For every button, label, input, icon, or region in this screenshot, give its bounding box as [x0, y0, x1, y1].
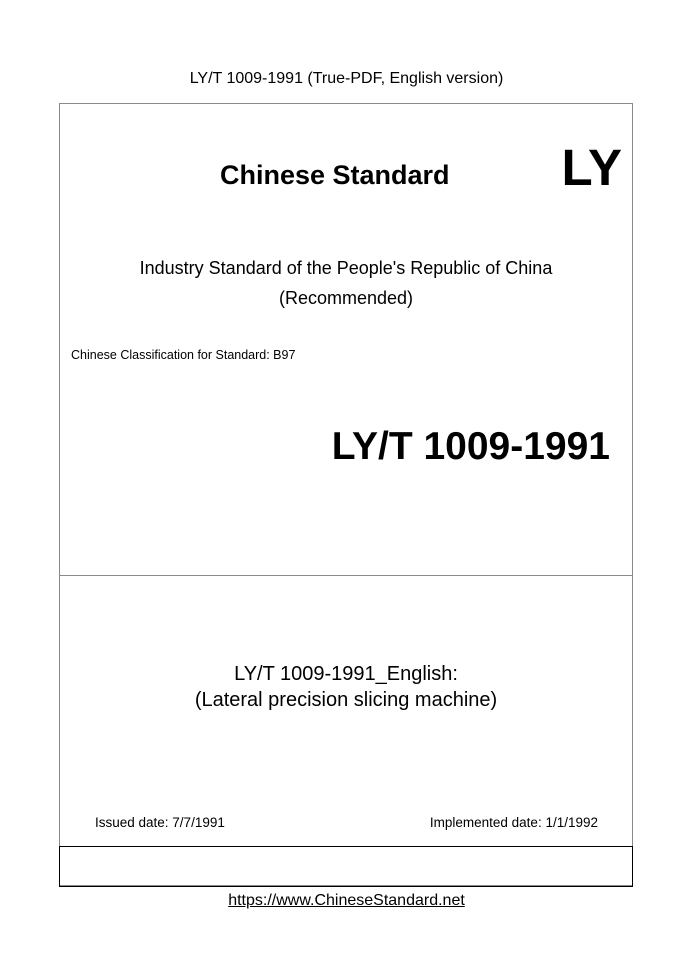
website-link-container — [0, 892, 693, 910]
classification-label: Chinese Classification for Standard: B97 — [71, 348, 296, 362]
recommended-label: (Recommended) — [278, 288, 414, 308]
cover-heading: Chinese Standard — [220, 160, 450, 190]
industry-standard-line: Industry Standard of the People's Republic of China — [139, 258, 553, 278]
cover-footer-box — [59, 846, 633, 887]
english-title-code: LY/T 1009-1991_English: — [234, 663, 458, 685]
cover-upper-section — [60, 104, 632, 576]
implemented-date: Implemented date: 1/1/1992 — [429, 815, 598, 830]
cover-frame — [59, 103, 633, 886]
issued-date: Issued date: 7/7/1991 — [95, 815, 225, 830]
standard-number: LY/T 1009-1991 — [331, 425, 610, 468]
cover-lower-section — [60, 576, 632, 847]
website-link[interactable]: https://www.ChineseStandard.net — [228, 892, 465, 909]
standard-type-mark: LY — [561, 139, 622, 196]
english-title-name: (Lateral precision slicing machine) — [194, 689, 498, 711]
document-header-title: LY/T 1009-1991 (True-PDF, English version) — [189, 70, 504, 87]
